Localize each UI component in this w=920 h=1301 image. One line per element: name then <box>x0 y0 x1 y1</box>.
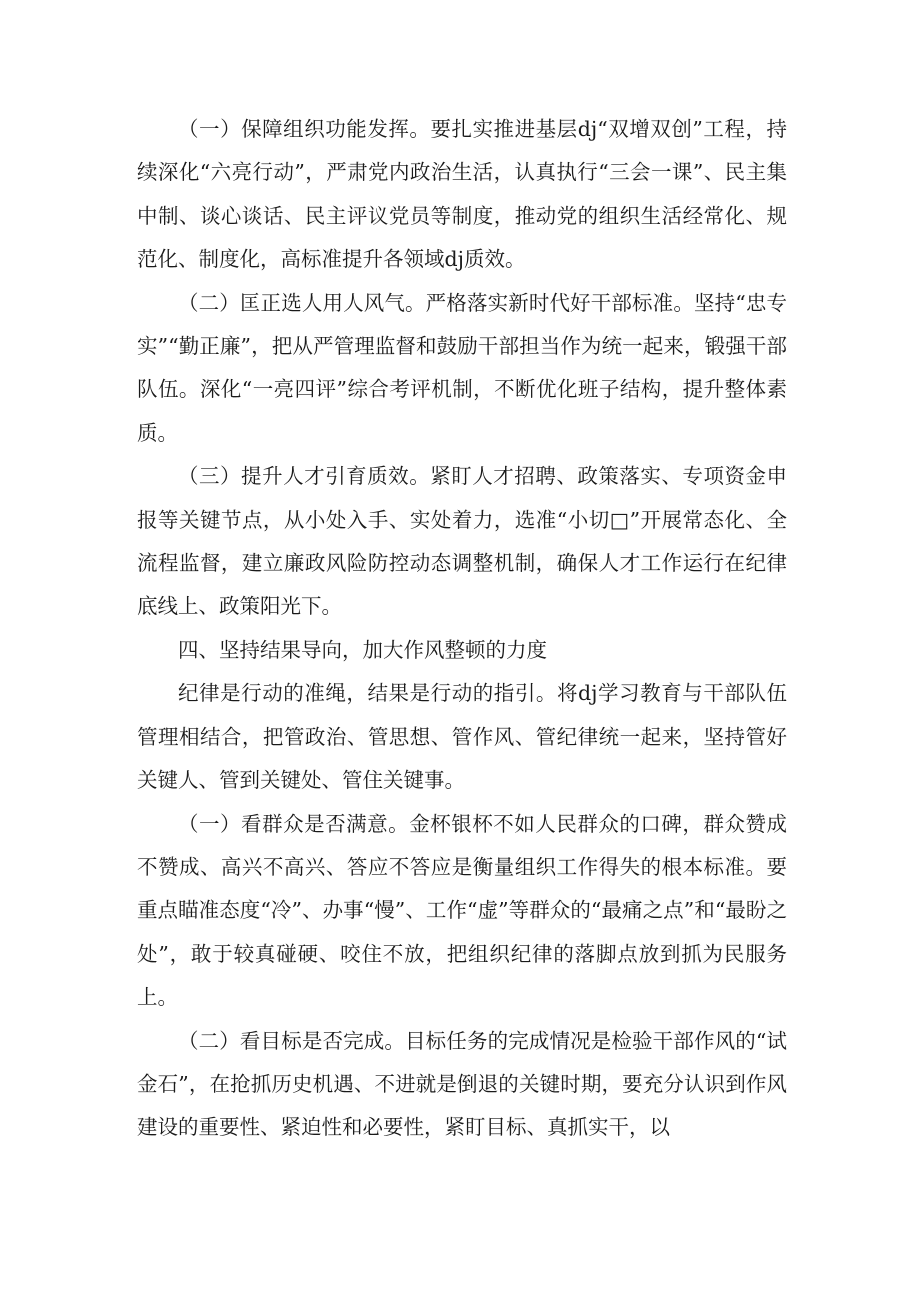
paragraph-6: （二）看目标是否完成。目标任务的完成情况是检验干部作风的“试金石”，在抢抓历史机遇、不进就是倒退的关键时期，要充分认识到作风建设的重要性、紧迫性和必要性，紧盯目标、真抓实干，以 <box>137 1028 787 1140</box>
paragraph-4: 纪律是行动的准绳，结果是行动的指引。将dj学习教育与干部队伍管理相结合，把管政治、管思想、管作风、管纪律统一起来，坚持管好关键人、管到关键处、管住关键事。 <box>137 681 787 793</box>
section-heading: 四、坚持结果导向，加大作风整顿的力度 <box>178 637 547 662</box>
document-body <box>137 108 787 1150</box>
paragraph-5: （一）看群众是否满意。金杯银杯不如人民群众的口碑，群众赞成不赞成、高兴不高兴、答应不答应是衡量组织工作得失的根本标准。要重点瞄准态度“冷”、办事“慢”、工作“虚”等群众的“最痛之点”和“最盼之处”，敢于较真碰硬、咬住不放，把组织纪律的落脚点放到抓为民服务上。 <box>137 811 787 1010</box>
paragraph-1: （一）保障组织功能发挥。要扎实推进基层dj“双增双创”工程，持续深化“六亮行动”，严肃党内政治生活，认真执行“三会一课”、民主集中制、谈心谈话、民主评议党员等制度，推动党的组织生活经常化、规范化、制度化，高标准提升各领域dj质效。 <box>137 117 787 272</box>
paragraph-3: （三）提升人才引育质效。紧盯人才招聘、政策落实、专项资金申报等关键节点，从小处入手、实处着力，选准“小切□”开展常态化、全流程监督，建立廉政风险防控动态调整机制，确保人才工作运行在纪律底线上、政策阳光下。 <box>137 464 787 619</box>
paragraph-2: （二）匡正选人用人风气。严格落实新时代好干部标准。坚持“忠专实”“勤正廉”，把从严管理监督和鼓励干部担当作为统一起来，锻强干部队伍。深化“一亮四评”综合考评机制，不断优化班子结构，提升整体素质。 <box>137 290 787 445</box>
